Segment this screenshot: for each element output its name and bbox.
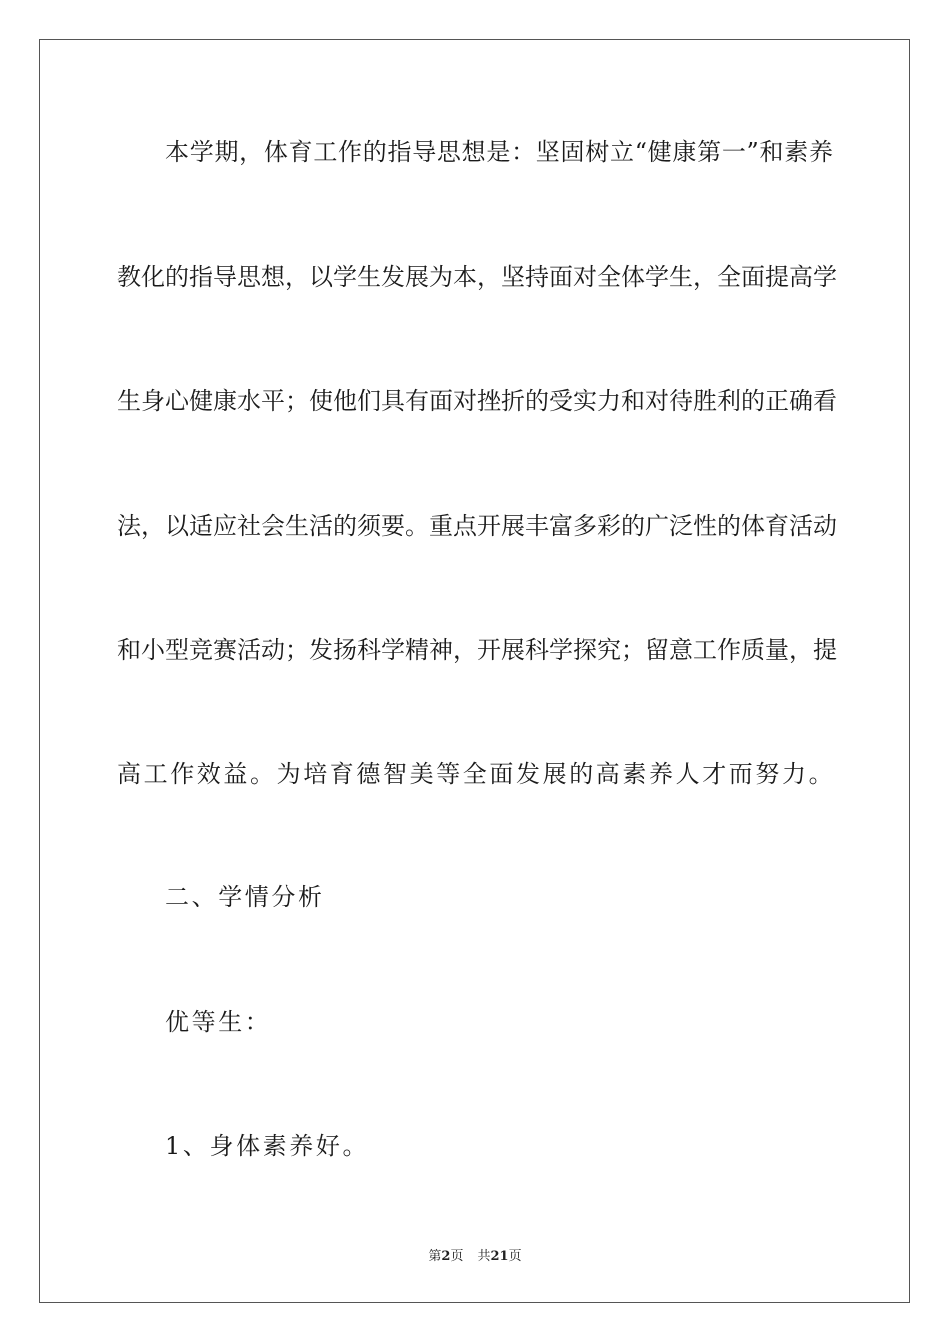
paragraph-line-2: 教化的指导思想，以学生发展为本，坚持面对全体学生，全面提高学: [117, 263, 837, 291]
footer-page-number: 2: [441, 1249, 451, 1264]
list-item: 1、身体素养好。: [165, 1132, 370, 1160]
footer-page-suffix: 页: [450, 1249, 464, 1264]
footer-total-pages: 21: [490, 1249, 509, 1264]
paragraph-line-6: 高工作效益。为培育德智美等全面发展的高素养人才而努力。: [117, 760, 836, 788]
paragraph-line-3: 生身心健康水平；使他们具有面对挫折的受实力和对待胜利的正确看: [117, 387, 837, 415]
footer-total-prefix: 共: [477, 1249, 491, 1264]
page-border: [39, 39, 910, 1303]
paragraph-line-5: 和小型竞赛活动；发扬科学精神，开展科学探究；留意工作质量，提: [117, 636, 837, 664]
section-heading: 二、学情分析: [165, 883, 325, 911]
subheading: 优等生：: [165, 1008, 272, 1036]
footer-total-suffix: 页: [508, 1249, 522, 1264]
paragraph-line-4: 法，以适应社会生活的须要。重点开展丰富多彩的广泛性的体育活动: [117, 512, 837, 540]
page-footer: [0, 1248, 950, 1266]
footer-prefix: 第: [428, 1249, 442, 1264]
paragraph-line-1: 本学期，体育工作的指导思想是：坚固树立“健康第一”和素养: [165, 138, 833, 166]
